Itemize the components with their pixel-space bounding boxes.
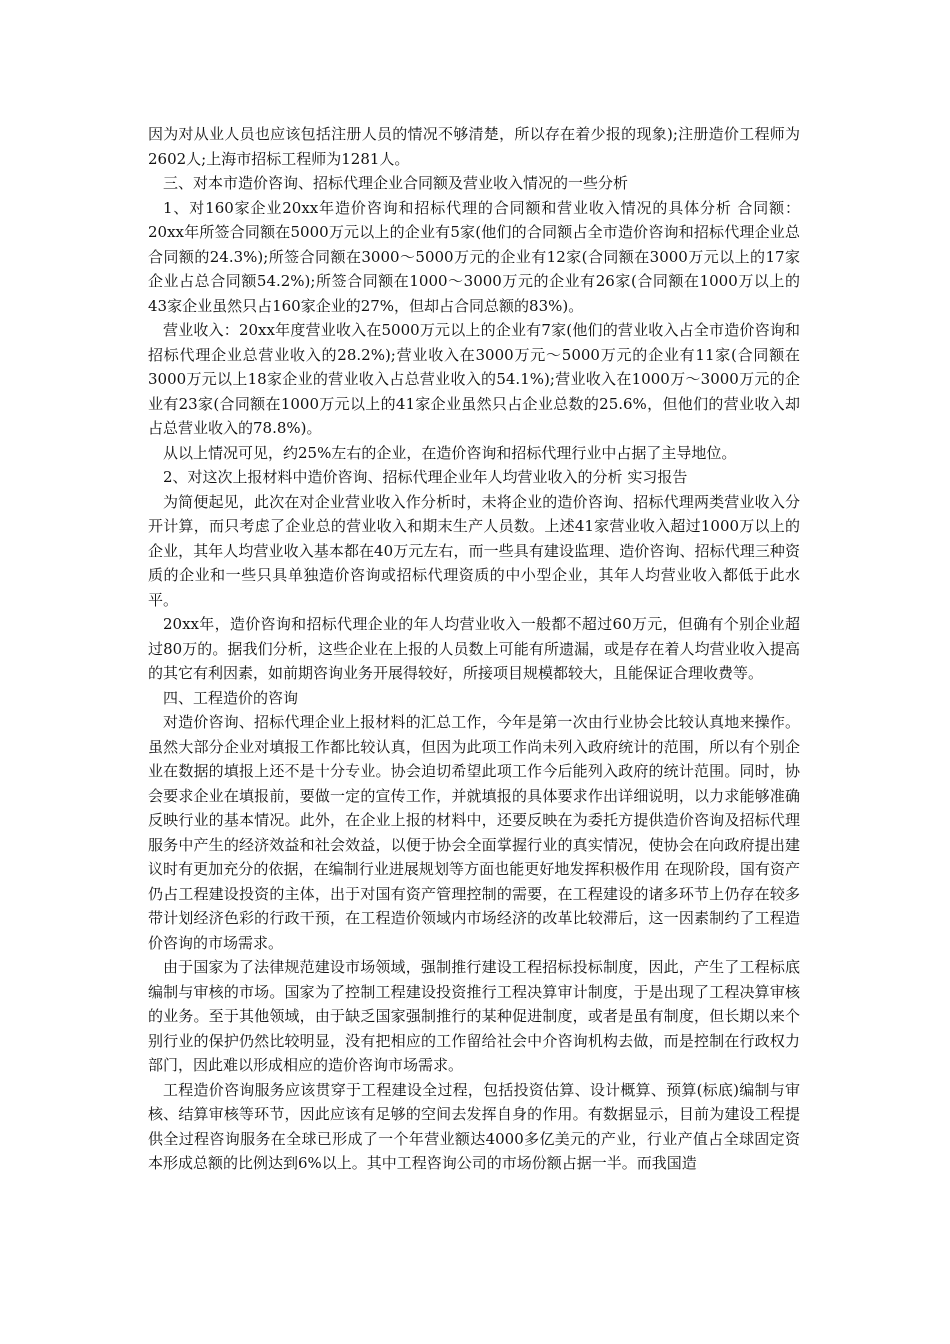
subsection-heading-2: 2、对这次上报材料中造价咨询、招标代理企业年人均营业收入的分析 实习报告 bbox=[163, 468, 688, 486]
document-body bbox=[148, 122, 800, 1176]
paragraph-per-capita-analysis: 为简便起见，此次在对企业营业收入作分析时，未将企业的造价咨询、招标代理两类营业收入分开计算，而只考虑了企业总的营业收入和期末生产人员数。上述41家营业收入超过1000万以上的企业，其年人均营业收入基本都在40万元左右，而一些具有建设监理、造价咨询、招标代理三种资质的企业和一些只具单独造价咨询或招标代理资质的中小型企业，其年人均营业收入都低于此水平。 bbox=[148, 492, 800, 609]
paragraph-consulting-summary: 对造价咨询、招标代理企业上报材料的汇总工作，今年是第一次由行业协会比较认真地来操作。虽然大部分企业对填报工作都比较认真，但因为此项工作尚未列入政府统计的范围，所以有个别企业在数据的填报上还不是十分专业。协会迫切希望此项工作今后能列入政府的统计范围。同时，协会要求企业在填报前，要做一定的宣传工作，并就填报的具体要求作出详细说明，以力求能够准确反映行业的基本情况。此外，在企业上报的材料中，还要反映在为委托方提供造价咨询及招标代理服务中产生的经济效益和社会效益，以便于协会全面掌握行业的真实情况，使协会在向政府提出建议时有更加充分的依据，在编制行业进展规划等方面也能更好地发挥积极作用 在现阶段，国有资产仍占工程建设投资的主体，出于对国有资产管理控制的需要，在工程建设的诸多环节上仍存在较多带计划经济色彩的行政干预，在工程造价领域内市场经济的改革比较滞后，这一因素制约了工程造价咨询的市场需求。 bbox=[148, 713, 800, 952]
paragraph-per-capita-revenue: 20xx年，造价咨询和招标代理企业的年人均营业收入一般都不超过60万元，但确有个别企业超过80万的。据我们分析，这些企业在上报的人员数上可能有所遗漏，或是存在着人均营业收入提高的其它有利因素，如前期咨询业务开展得较好，所接项目规模都较大，且能保证合理收费等。 bbox=[148, 615, 800, 682]
paragraph-market-regulation: 由于国家为了法律规范建设市场领域，强制推行建设工程招标投标制度，因此，产生了工程标底编制与审核的市场。国家为了控制工程建设投资推行工程决算审计制度，于是出现了工程决算审核的业务。至于其他领域，由于缺乏国家强制推行的某种促进制度，或者是虽有制度，但长期以来个别行业的保护仍然比较明显，没有把相应的工作留给社会中介咨询机构去做，而是控制在行政权力部门，因此难以形成相应的造价咨询市场需求。 bbox=[148, 958, 800, 1074]
paragraph-conclusion: 从以上情况可见，约25%左右的企业，在造价咨询和招标代理行业中占据了主导地位。 bbox=[163, 443, 737, 462]
paragraph-registered-staff: 因为对从业人员也应该包括注册人员的情况不够清楚，所以存在着少报的现象);注册造价工程师为2602人;上海市招标工程师为1281人。 bbox=[148, 125, 800, 168]
paragraph-consulting-service: 工程造价咨询服务应该贯穿于工程建设全过程，包括投资估算、设计概算、预算(标底)编制与审核、结算审核等环节，因此应该有足够的空间去发挥自身的作用。有数据显示，目前为建设工程提供全过程咨询服务在全球已形成了一个年营业额达4000多亿美元的产业，行业产值占全球固定资本形成总额的比例达到6%以上。其中工程咨询公司的市场份额占据一半。而我国造 bbox=[148, 1080, 800, 1172]
section-heading-3: 三、对本市造价咨询、招标代理企业合同额及营业收入情况的一些分析 bbox=[163, 174, 629, 192]
paragraph-revenue: 营业收入：20xx年度营业收入在5000万元以上的企业有7家(他们的营业收入占全市造价咨询和招标代理企业总营业收入的28.2%);营业收入在3000万元～5000万元的企业有11家(合同额在3000万元以上18家企业的营业收入占总营业收入的54.1%);营业收入在1000万～3000万元的企业有23家(合同额在1000万元以上的41家企业虽然只占企业总数的25.6%，但他们的营业收入却占总营业收入的78.8%)。 bbox=[148, 321, 800, 437]
paragraph-contract-amount: 1、对160家企业20xx年造价咨询和招标代理的合同额和营业收入情况的具体分析 合同额：20xx年所签合同额在5000万元以上的企业有5家(他们的合同额占全市造价咨询和招标代理企业总合同额的24.3%);所签合同额在3000～5000万元的企业有12家(合同额在3000万元以上的17家企业占总合同额54.2%);所签合同额在1000～3000万元的企业有26家(合同额在1000万以上的43家企业虽然只占160家企业的27%，但却占合同总额的83%)。 bbox=[148, 198, 800, 315]
section-heading-4: 四、工程造价的咨询 bbox=[163, 688, 299, 707]
